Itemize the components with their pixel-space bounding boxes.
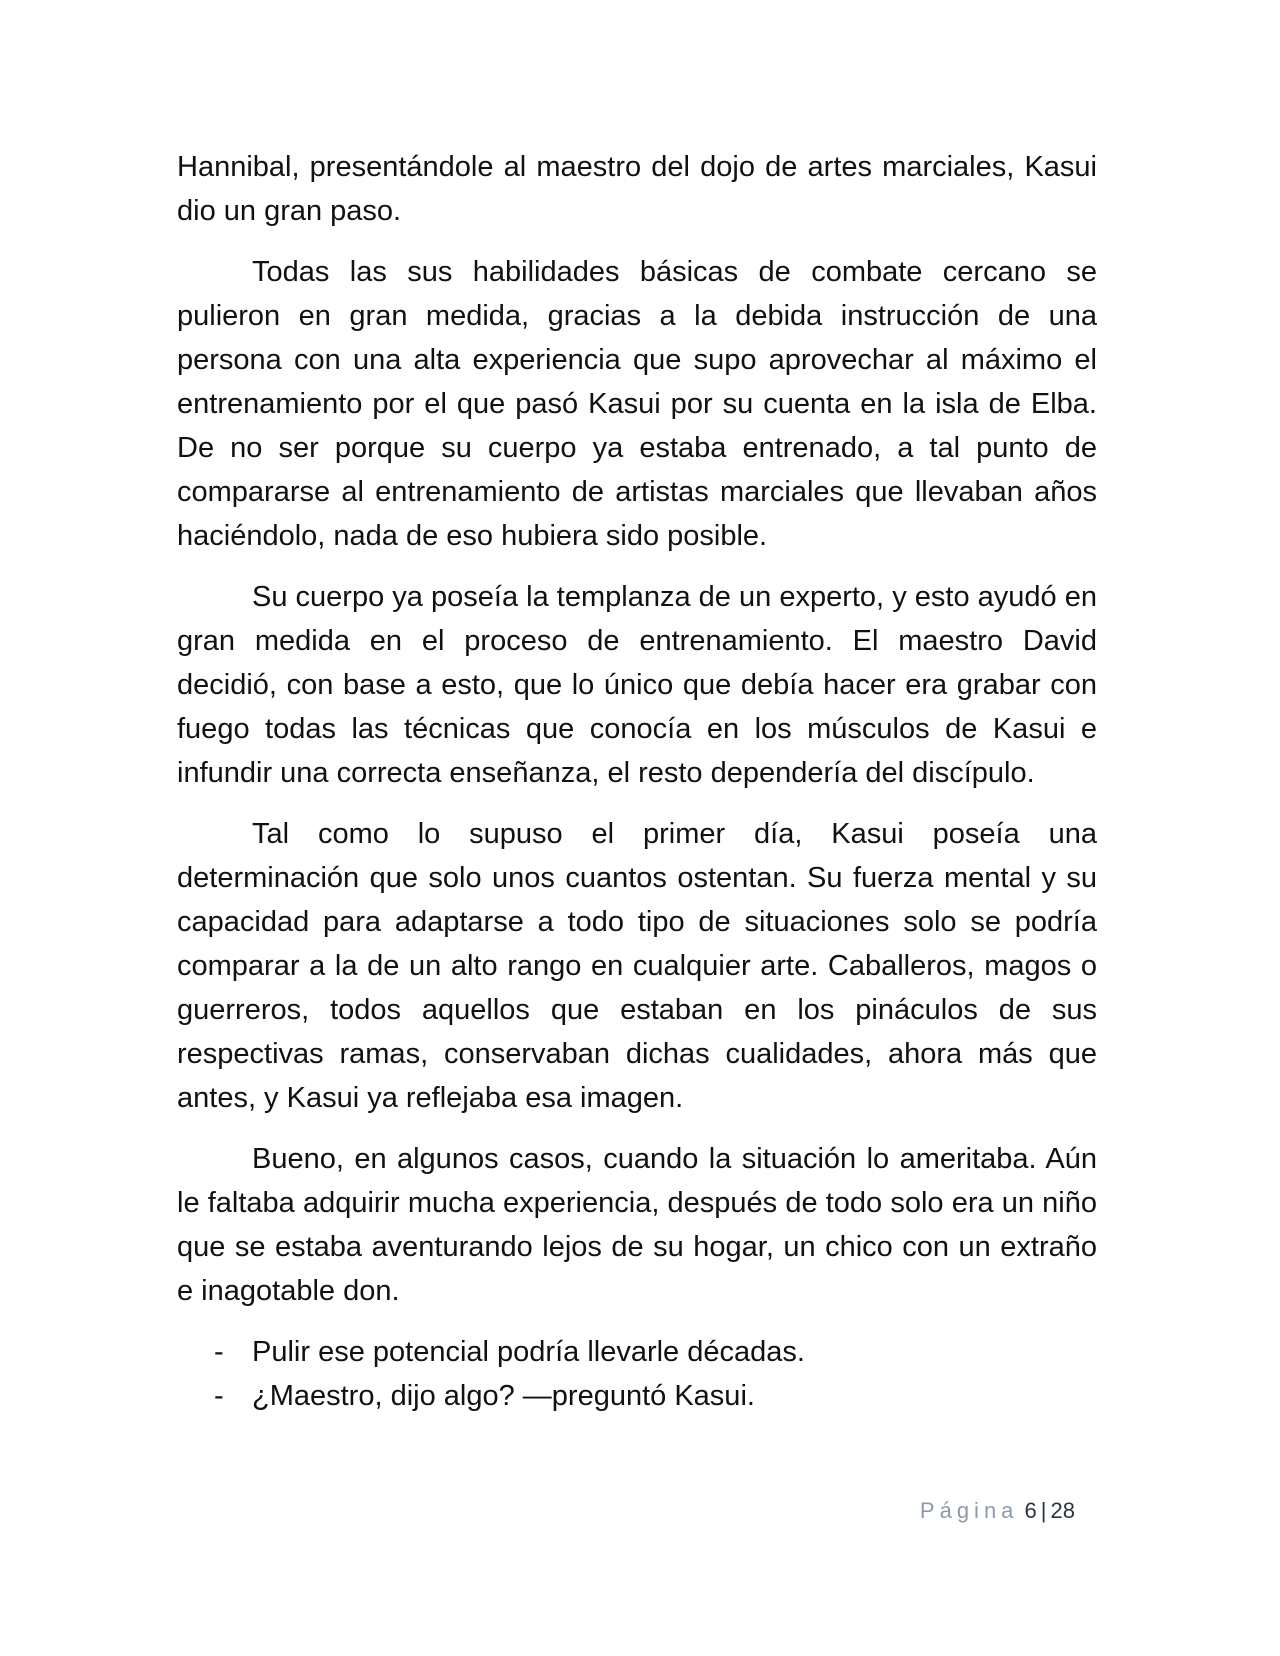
dialogue-list	[177, 1330, 1097, 1418]
page-label: Página	[919, 1498, 1019, 1523]
paragraph-4: Tal como lo supuso el primer día, Kasui poseía una determinación que solo unos cuantos ostentan. Su fuerza mental y su capacidad para adaptarse a todo tipo de situaciones solo se podría comparar a la de un alto rango en cualquier arte. Caballeros, magos o guerreros, todos aquellos que estaban en los pináculos de sus respectivas ramas, conservaban dichas cualidades, ahora más que antes, y Kasui ya reflejaba esa imagen.	[177, 818, 1097, 1114]
paragraph-2: Todas las sus habilidades básicas de combate cercano se pulieron en gran medida, gracias a la debida instrucción de una persona con una alta experiencia que supo aprovechar al máximo el entrenamiento por el que pasó Kasui por su cuenta en la isla de Elba. De no ser porque su cuerpo ya estaba entrenado, a tal punto de compararse al entrenamiento de artistas marciales que llevaban años haciéndolo, nada de eso hubiera sido posible.	[177, 256, 1097, 552]
dialogue-text: ¿Maestro, dijo algo? —preguntó Kasui.	[252, 1380, 755, 1412]
dialogue-dash: -	[214, 1380, 224, 1412]
dialogue-line-2	[177, 1374, 1097, 1418]
page-number: 6	[1024, 1498, 1037, 1523]
page-total: 28	[1050, 1498, 1075, 1523]
paragraph-1: Hannibal, presentándole al maestro del dojo de artes marciales, Kasui dio un gran paso.	[177, 151, 1097, 227]
page-separator: |	[1040, 1498, 1047, 1523]
dialogue-line-1	[177, 1330, 1097, 1374]
body-text	[177, 145, 1097, 1418]
dialogue-dash: -	[214, 1336, 224, 1368]
dialogue-text: Pulir ese potencial podría llevarle décadas.	[252, 1336, 805, 1368]
paragraph-5: Bueno, en algunos casos, cuando la situación lo ameritaba. Aún le faltaba adquirir mucha experiencia, después de todo solo era un niño que se estaba aventurando lejos de su hogar, un chico con un extraño e inagotable don.	[177, 1143, 1097, 1307]
paragraph-3: Su cuerpo ya poseía la templanza de un experto, y esto ayudó en gran medida en el proceso de entrenamiento. El maestro David decidió, con base a esto, que lo único que debía hacer era grabar con fuego todas las técnicas que conocía en los músculos de Kasui e infundir una correcta enseñanza, el resto dependería del discípulo.	[177, 581, 1097, 789]
page-footer	[900, 1496, 1075, 1526]
